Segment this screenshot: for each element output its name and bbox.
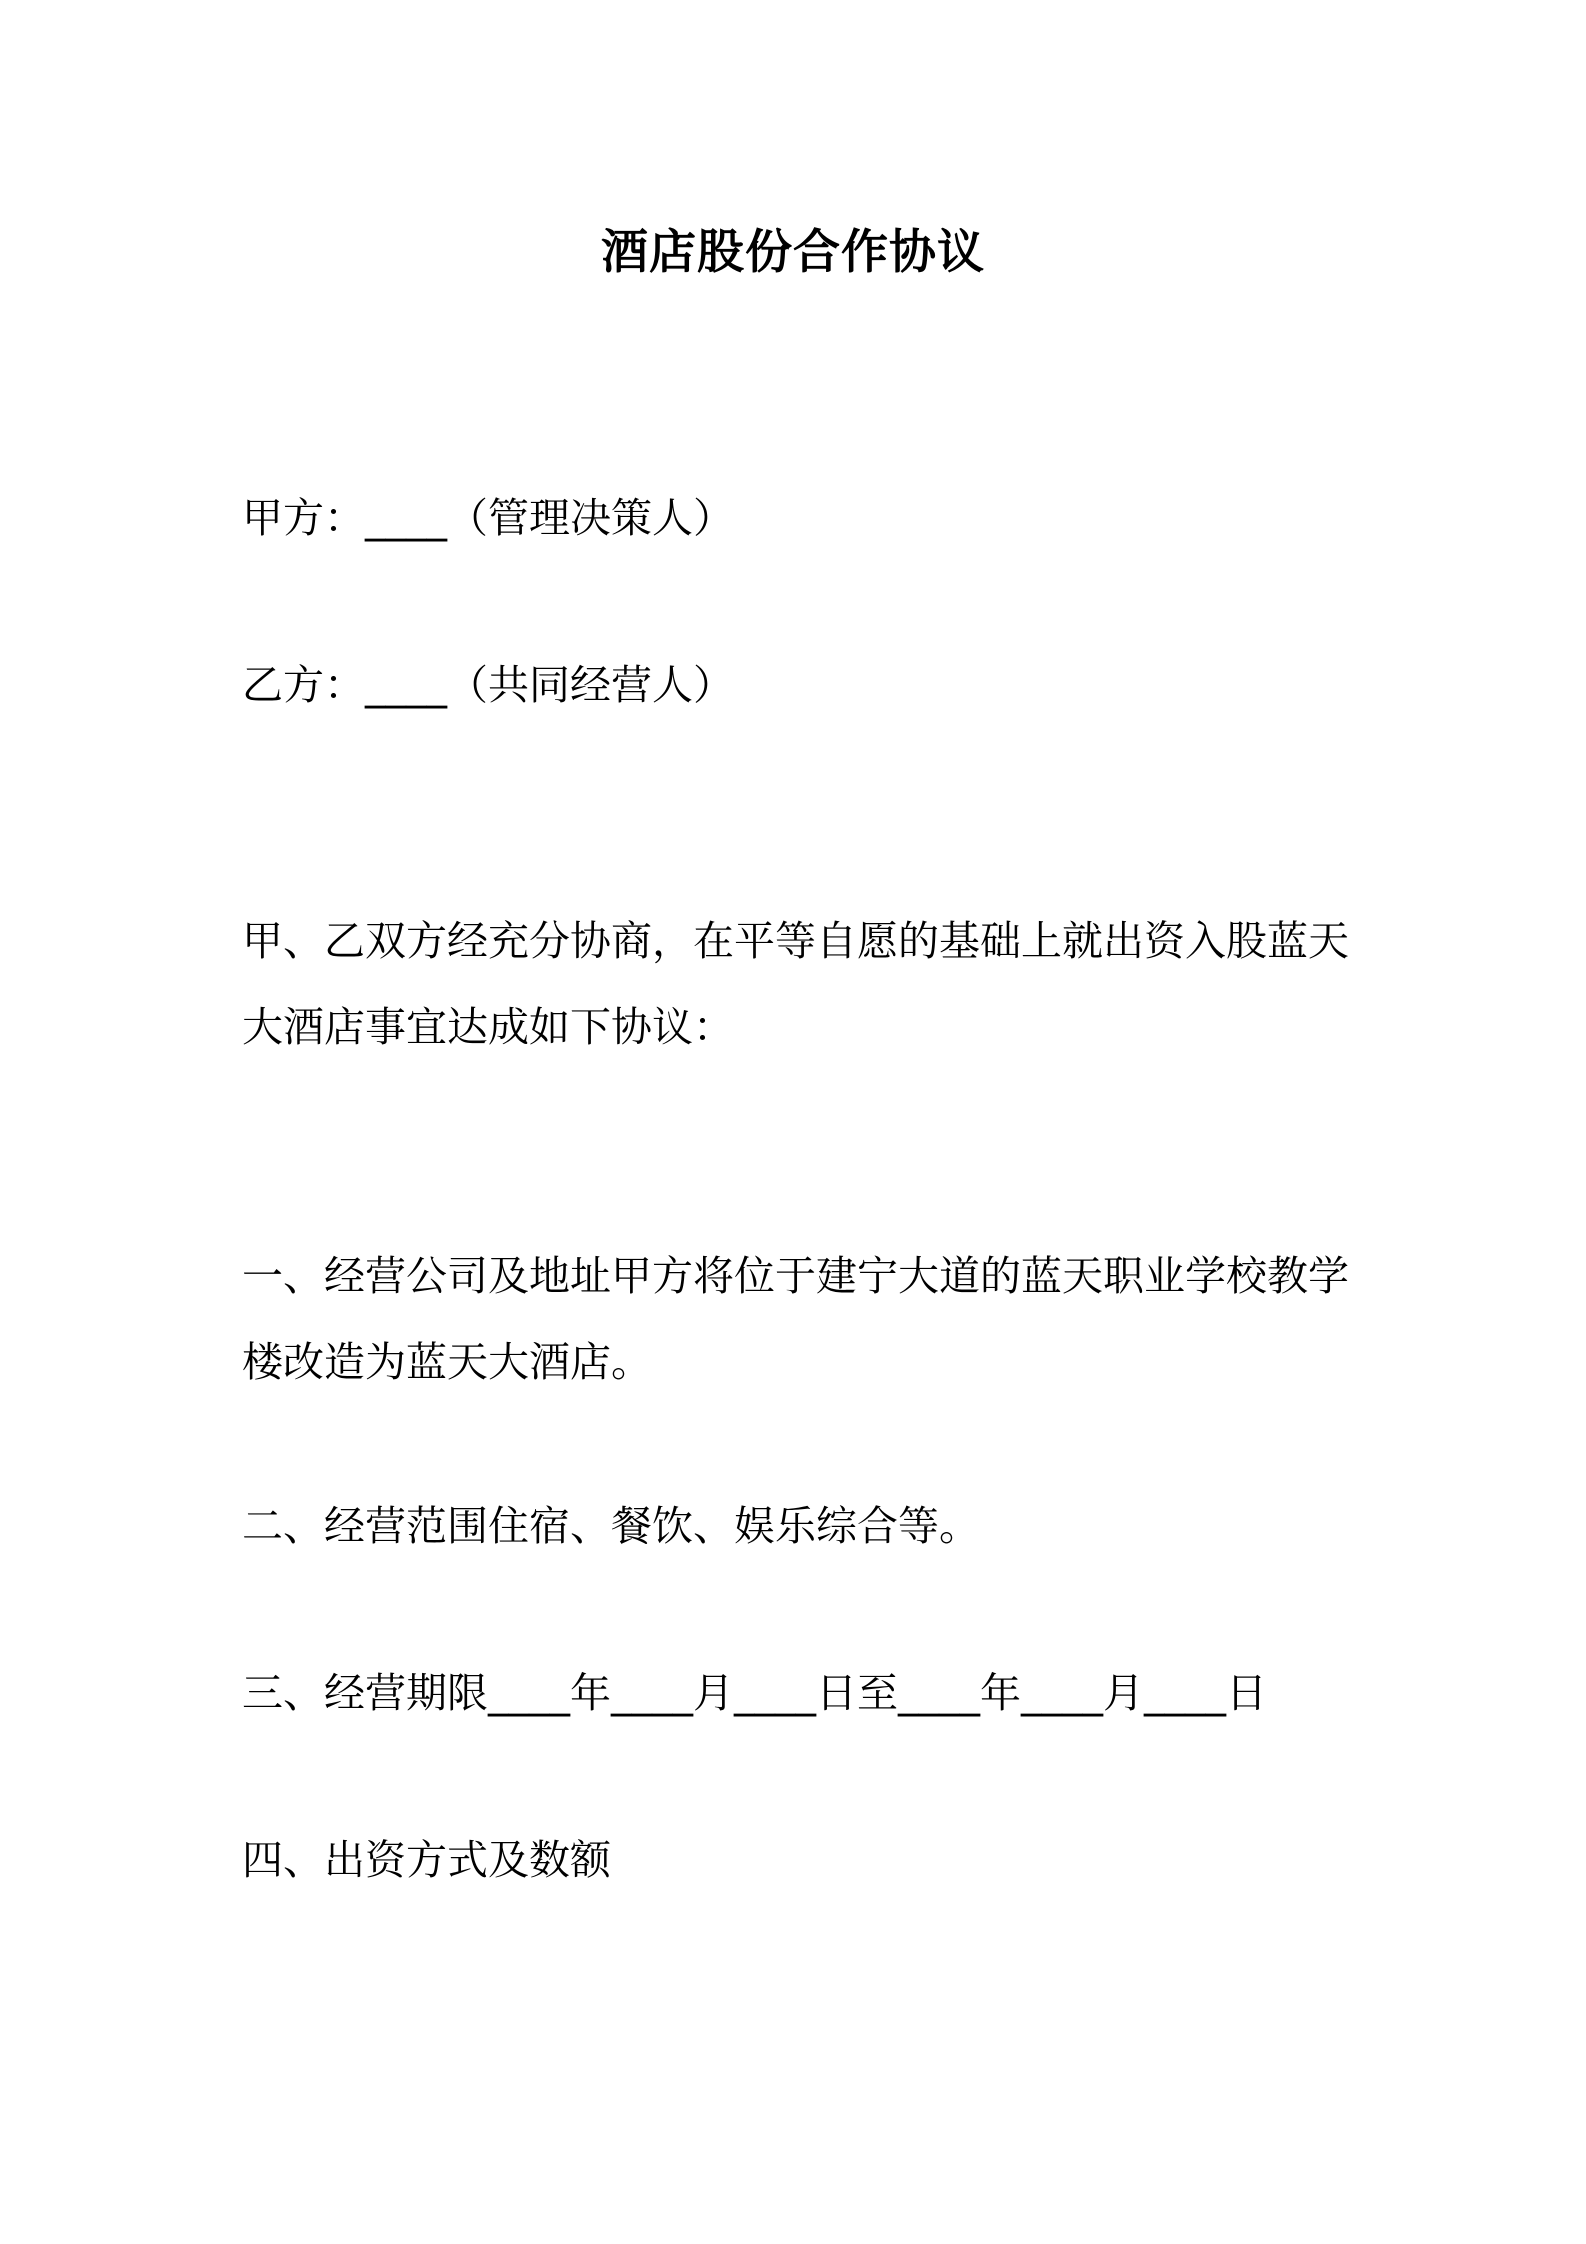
- party-b-line: 乙方：____（共同经营人）: [242, 661, 734, 709]
- clause-1-paragraph: 一、经营公司及地址甲方将位于建宁大道的蓝天职业学校教学楼改造为蓝天大酒店。: [242, 1252, 1349, 1386]
- preamble-paragraph: 甲、乙双方经充分协商，在平等自愿的基础上就出资入股蓝天大酒店事宜达成如下协议：: [242, 917, 1349, 1051]
- document-title: 酒店股份合作协议: [601, 225, 985, 280]
- clause-4-heading: 四、出资方式及数额: [242, 1836, 611, 1884]
- clause-2-line: 二、经营范围住宿、餐饮、娱乐综合等。: [242, 1502, 980, 1550]
- clause-3-line: 三、经营期限____年____月____日至____年____月____日: [242, 1669, 1267, 1717]
- party-a-line: 甲方：____（管理决策人）: [242, 494, 734, 542]
